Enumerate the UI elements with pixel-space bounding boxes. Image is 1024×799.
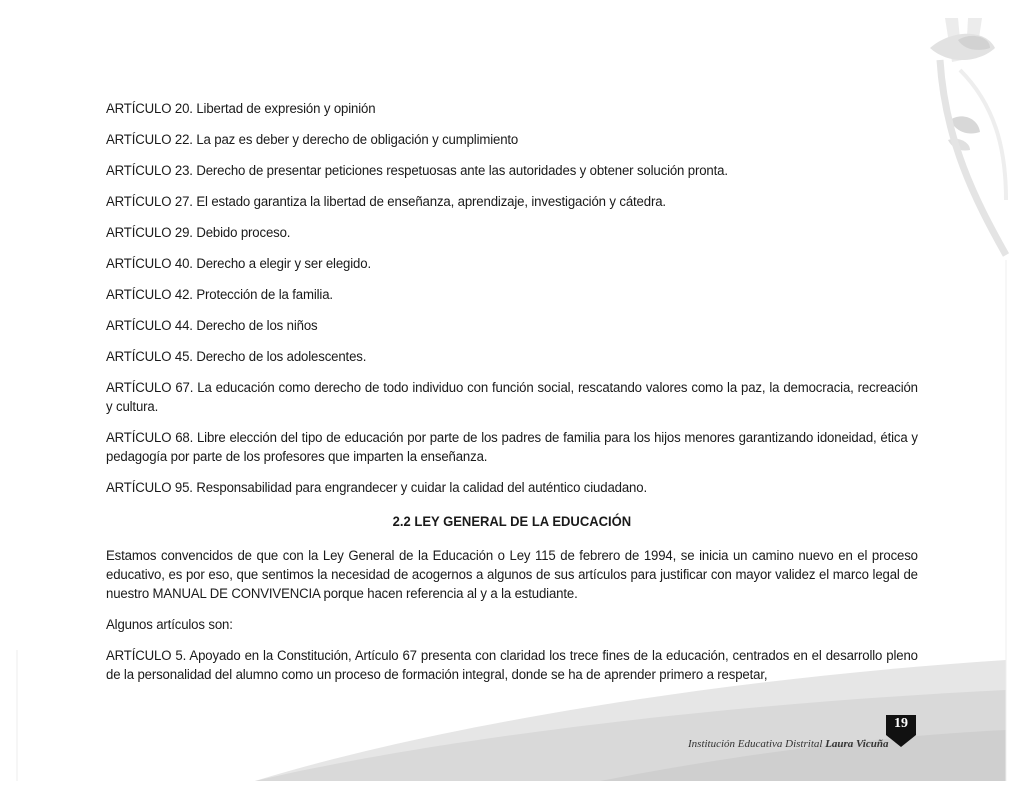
article-42: ARTÍCULO 42. Protección de la familia. — [106, 287, 333, 303]
footer-institution-name: Laura Vicuña — [825, 738, 889, 750]
article-67: ARTÍCULO 67. La educación como derecho de todo individuo con función social, rescatando valores como la paz, la democracia, recreación y cultura. — [106, 380, 918, 415]
section-title: 2.2 LEY GENERAL DE LA EDUCACIÓN — [392, 513, 632, 529]
article-95: ARTÍCULO 95. Responsabilidad para engrandecer y cuidar la calidad del auténtico ciudadano. — [106, 480, 647, 496]
article-29: ARTÍCULO 29. Debido proceso. — [106, 225, 291, 241]
document-body — [106, 100, 918, 697]
footer-institution — [688, 738, 888, 750]
page-number: 19 — [894, 716, 908, 731]
article-27: ARTÍCULO 27. El estado garantiza la libertad de enseñanza, aprendizaje, investigación y cátedra. — [106, 194, 666, 210]
stem-curve — [940, 60, 1006, 255]
article-20: ARTÍCULO 20. Libertad de expresión y opinión — [106, 101, 376, 117]
article-40: ARTÍCULO 40. Derecho a elegir y ser elegido. — [106, 256, 371, 272]
article-68: ARTÍCULO 68. Libre elección del tipo de educación por parte de los padres de familia para los hijos menores garantizando idoneidad, ética y pedagogía por parte de los profesores que imparten la enseñanza. — [106, 430, 918, 465]
section-lead: Algunos artículos son: — [106, 617, 233, 633]
section-intro: Estamos convencidos de que con la Ley General de la Educación o Ley 115 de febrero de 1994, se inicia un camino nuevo en el proceso educativo, es por eso, que sentimos la necesidad de acogernos a algunos de sus artículos para justificar con mayor validez el marco legal de nuestro MANUAL DE CONVIVENCIA porque hacen referencia al y a la estudiante. — [106, 548, 918, 602]
article-22: ARTÍCULO 22. La paz es deber y derecho de obligación y cumplimiento — [106, 132, 519, 148]
article-44: ARTÍCULO 44. Derecho de los niños — [106, 318, 318, 334]
article-23: ARTÍCULO 23. Derecho de presentar peticiones respetuosas ante las autoridades y obtener solución pronta. — [106, 163, 728, 179]
article-45: ARTÍCULO 45. Derecho de los adolescentes. — [106, 349, 367, 365]
footer-institution-label: Institución Educativa Distrital — [688, 738, 823, 750]
article-5: ARTÍCULO 5. Apoyado en la Constitución, Artículo 67 presenta con claridad los trece fines de la educación, centrados en el desarrollo pleno de la personalidad del alumno como un proceso de formación integral, donde se ha de aprender primero a respetar, — [106, 648, 918, 683]
